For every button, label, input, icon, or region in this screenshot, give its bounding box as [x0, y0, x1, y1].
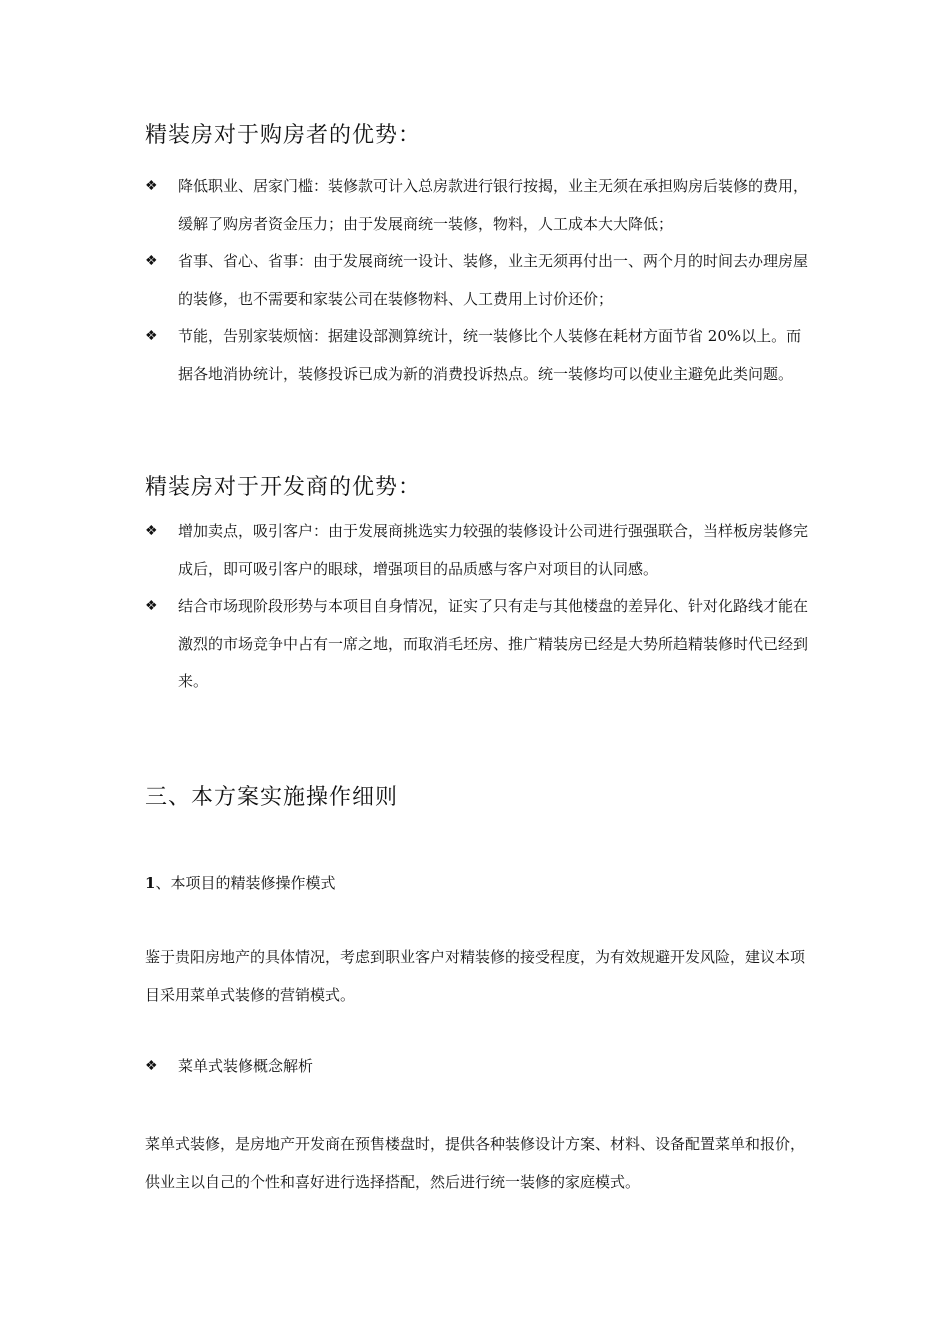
heading-buyer-advantages: 精装房对于购房者的优势：	[145, 123, 422, 148]
diamond-bullet-icon: ❖	[145, 1058, 158, 1074]
concept-bullet-list	[145, 1048, 810, 1086]
list-item	[145, 588, 810, 701]
diamond-bullet-icon: ❖	[145, 328, 158, 344]
subsection-heading	[145, 872, 335, 893]
bullet-text: 菜单式装修概念解析	[178, 1057, 314, 1075]
subsection-title: 、本项目的精装修操作模式	[155, 874, 336, 892]
list-item	[145, 318, 810, 393]
diamond-bullet-icon: ❖	[145, 253, 158, 269]
diamond-bullet-icon: ❖	[145, 523, 158, 539]
subsection-number: 1	[145, 874, 156, 892]
buyer-advantages-list	[145, 168, 810, 393]
heading-developer-advantages: 精装房对于开发商的优势：	[145, 475, 422, 500]
list-item	[145, 168, 810, 243]
developer-advantages-list	[145, 513, 810, 701]
list-item	[145, 1048, 810, 1086]
paragraph-menu-decoration-definition: 菜单式装修，是房地产开发商在预售楼盘时，提供各种装修设计方案、材料、设备配置菜单和报价，供业主以自己的个性和喜好进行选择搭配，然后进行统一装修的家庭模式。	[145, 1135, 806, 1191]
bullet-text: 增加卖点，吸引客户：由于发展商挑选实力较强的装修设计公司进行强强联合，当样板房装修完成后，即可吸引客户的眼球，增强项目的品质感与客户对项目的认同感。	[178, 522, 809, 578]
diamond-bullet-icon: ❖	[145, 598, 158, 614]
bullet-text: 节能，告别家装烦恼：据建设部测算统计，统一装修比个人装修在耗材方面节省 20%以上。而据各地消协统计，装修投诉已成为新的消费投诉热点。统一装修均可以使业主避免此类问题。	[178, 327, 802, 383]
bullet-text: 降低职业、居家门槛：装修款可计入总房款进行银行按揭，业主无须在承担购房后装修的费用，缓解了购房者资金压力；由于发展商统一装修，物料，人工成本大大降低；	[178, 177, 809, 233]
paragraph-recommendation: 鉴于贵阳房地产的具体情况，考虑到职业客户对精装修的接受程度，为有效规避开发风险，建议本项目采用菜单式装修的营销模式。	[145, 948, 806, 1004]
bullet-text: 结合市场现阶段形势与本项目自身情况，证实了只有走与其他楼盘的差异化、针对化路线才能在激烈的市场竞争中占有一席之地，而取消毛坯房、推广精装房已经是大势所趋精装修时代已经到来。	[178, 597, 809, 690]
list-item	[145, 513, 810, 588]
section-three-heading: 三、本方案实施操作细则	[145, 785, 399, 810]
diamond-bullet-icon: ❖	[145, 178, 158, 194]
list-item	[145, 243, 810, 318]
bullet-text: 省事、省心、省事：由于发展商统一设计、装修，业主无须再付出一、两个月的时间去办理房屋的装修，也不需要和家装公司在装修物料、人工费用上讨价还价；	[178, 252, 809, 308]
